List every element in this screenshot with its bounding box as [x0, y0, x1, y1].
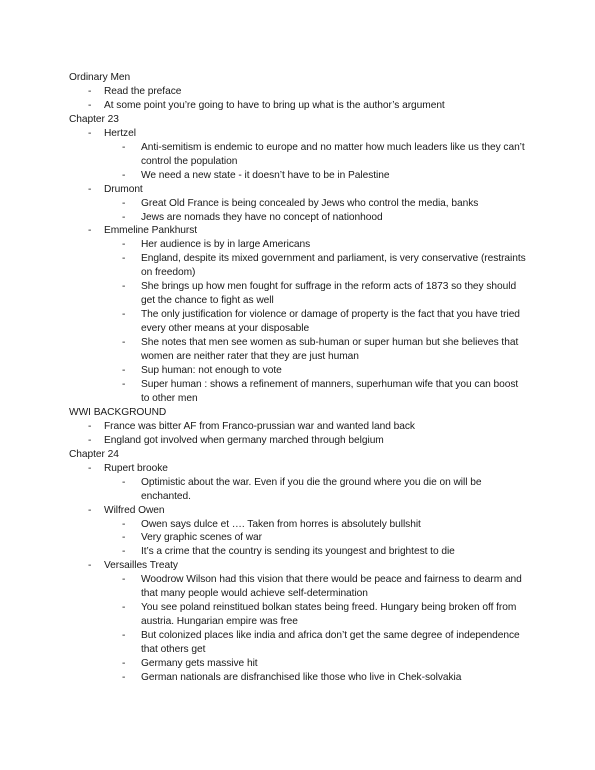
- dash-bullet-icon: -: [122, 141, 126, 153]
- outline-text: Anti-semitism is endemic to europe and no matter how much leaders like us they can’t control the population: [141, 141, 525, 167]
- dash-bullet-icon: -: [122, 602, 126, 614]
- outline-text: Hertzel: [104, 127, 136, 139]
- outline-subitem: [69, 545, 529, 559]
- outline-subitem: [69, 280, 529, 308]
- outline-text: The only justification for violence or damage of property is the fact that you have tried every other means at your disposable: [141, 309, 520, 335]
- dash-bullet-icon: -: [88, 99, 92, 111]
- outline-subitem: [69, 308, 529, 336]
- outline-subitem: [69, 518, 529, 532]
- dash-bullet-icon: -: [88, 434, 92, 446]
- section-heading: [69, 406, 529, 420]
- dash-bullet-icon: -: [122, 211, 126, 223]
- dash-bullet-icon: -: [122, 658, 126, 670]
- outline-text: Optimistic about the war. Even if you die the ground where you die on will be enchanted.: [141, 476, 482, 502]
- dash-bullet-icon: -: [122, 281, 126, 293]
- outline-item: [69, 183, 529, 197]
- outline-text: Ordinary Men: [69, 72, 131, 83]
- notes-outline: [69, 71, 529, 685]
- outline-text: At some point you’re going to have to bring up what is the author’s argument: [104, 99, 445, 111]
- dash-bullet-icon: -: [88, 225, 92, 237]
- outline-text: Rupert brooke: [104, 462, 168, 474]
- outline-item: [69, 434, 529, 448]
- dash-bullet-icon: -: [88, 560, 92, 572]
- outline-subitem: [69, 364, 529, 378]
- outline-text: England got involved when germany marched through belgium: [104, 434, 384, 446]
- outline-text: Drumont: [104, 183, 143, 195]
- outline-subitem: [69, 573, 529, 601]
- outline-subitem: [69, 252, 529, 280]
- dash-bullet-icon: -: [88, 127, 92, 139]
- outline-text: Read the preface: [104, 85, 182, 97]
- outline-text: Germany gets massive hit: [141, 658, 258, 670]
- outline-text: WWI BACKGROUND: [69, 406, 167, 418]
- outline-text: But colonized places like india and africa don’t get the same degree of independence that others get: [141, 630, 520, 656]
- outline-item: [69, 127, 529, 141]
- outline-text: Very graphic scenes of war: [141, 532, 263, 544]
- dash-bullet-icon: -: [122, 365, 126, 377]
- outline-subitem: [69, 197, 529, 211]
- outline-subitem: [69, 169, 529, 183]
- outline-subitem: [69, 531, 529, 545]
- dash-bullet-icon: -: [122, 309, 126, 321]
- outline-item: [69, 462, 529, 476]
- dash-bullet-icon: -: [88, 420, 92, 432]
- dash-bullet-icon: -: [122, 671, 126, 683]
- outline-text: German nationals are disfranchised like those who live in Chek-solvakia: [141, 671, 462, 683]
- dash-bullet-icon: -: [122, 630, 126, 642]
- outline-subitem: [69, 238, 529, 252]
- section-heading: [69, 71, 529, 85]
- outline-text: Wilfred Owen: [104, 504, 165, 516]
- outline-text: It’s a crime that the country is sending its youngest and brightest to die: [141, 546, 455, 558]
- dash-bullet-icon: -: [122, 253, 126, 265]
- outline-item: [69, 99, 529, 113]
- section-heading: [69, 113, 529, 127]
- outline-item: [69, 224, 529, 238]
- outline-text: Emmeline Pankhurst: [104, 225, 198, 237]
- dash-bullet-icon: -: [122, 197, 126, 209]
- outline-item: [69, 85, 529, 99]
- outline-text: She brings up how men fought for suffrage in the reform acts of 1873 so they should get the chance to fight as well: [141, 281, 517, 307]
- outline-subitem: [69, 671, 529, 685]
- outline-subitem: [69, 211, 529, 225]
- outline-text: Owen says dulce et …. Taken from horres is absolutely bullshit: [141, 518, 421, 530]
- outline-text: She notes that men see women as sub-human or super human but she believes that women are neither rater that they are just human: [141, 337, 519, 363]
- outline-item: [69, 420, 529, 434]
- outline-text: Versailles Treaty: [104, 560, 178, 572]
- dash-bullet-icon: -: [122, 239, 126, 251]
- outline-text: Super human : shows a refinement of manners, superhuman wife that you can boost to other men: [141, 378, 519, 404]
- dash-bullet-icon: -: [88, 504, 92, 516]
- outline-subitem: [69, 601, 529, 629]
- outline-subitem: [69, 657, 529, 671]
- outline-text: France was bitter AF from Franco-prussian war and wanted land back: [104, 420, 415, 432]
- outline-subitem: [69, 336, 529, 364]
- outline-text: England, despite its mixed government and parliament, is very conservative (restraints on freedom): [141, 253, 526, 279]
- outline-text: Great Old France is being concealed by Jews who control the media, banks: [141, 197, 479, 209]
- outline-subitem: [69, 476, 529, 504]
- dash-bullet-icon: -: [88, 85, 92, 97]
- dash-bullet-icon: -: [122, 169, 126, 181]
- outline-text: Chapter 24: [69, 448, 119, 460]
- dash-bullet-icon: -: [122, 378, 126, 390]
- outline-text: Her audience is by in large Americans: [141, 239, 311, 251]
- outline-subitem: [69, 378, 529, 406]
- outline-text: You see poland reinstitued bolkan states being freed. Hungary being broken off from austria. Hungarian empire was free: [141, 602, 517, 628]
- dash-bullet-icon: -: [122, 574, 126, 586]
- outline-item: [69, 559, 529, 573]
- dash-bullet-icon: -: [122, 518, 126, 530]
- dash-bullet-icon: -: [88, 183, 92, 195]
- outline-text: Chapter 23: [69, 113, 119, 125]
- outline-text: Woodrow Wilson had this vision that there would be peace and fairness to dearm and that many people would achieve self-determination: [141, 574, 522, 600]
- outline-text: We need a new state - it doesn’t have to be in Palestine: [141, 169, 390, 181]
- outline-subitem: [69, 141, 529, 169]
- outline-text: Sup human: not enough to vote: [141, 365, 282, 377]
- section-heading: [69, 448, 529, 462]
- dash-bullet-icon: -: [122, 532, 126, 544]
- outline-text: Jews are nomads they have no concept of nationhood: [141, 211, 383, 223]
- outline-item: [69, 504, 529, 518]
- dash-bullet-icon: -: [122, 546, 126, 558]
- dash-bullet-icon: -: [122, 476, 126, 488]
- outline-subitem: [69, 629, 529, 657]
- dash-bullet-icon: -: [88, 462, 92, 474]
- dash-bullet-icon: -: [122, 337, 126, 349]
